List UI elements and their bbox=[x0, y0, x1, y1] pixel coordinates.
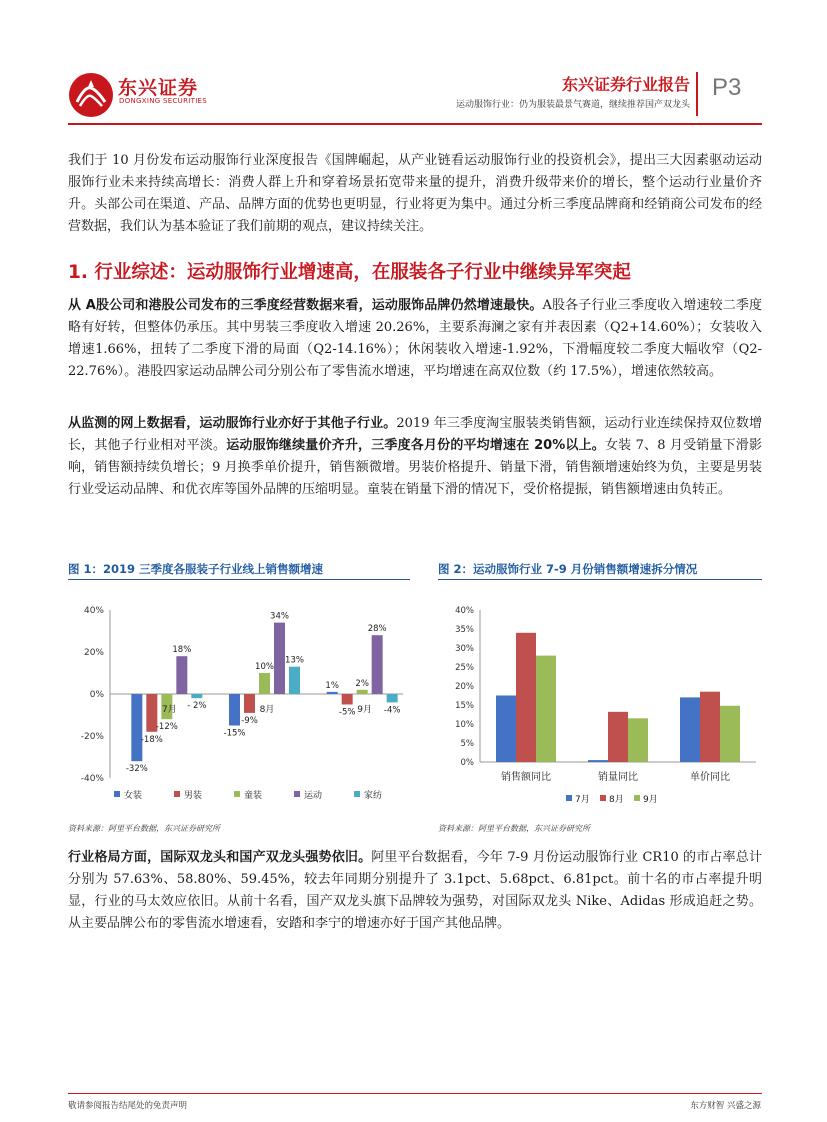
y-tick-label: 40% bbox=[83, 606, 104, 616]
bar bbox=[244, 694, 255, 713]
y-tick-label: 30% bbox=[455, 644, 474, 654]
chart-1 bbox=[68, 590, 410, 815]
legend-label: 8月 bbox=[609, 795, 624, 805]
y-tick-label: 10% bbox=[455, 720, 474, 730]
bar bbox=[680, 697, 700, 762]
category-label: 销售额同比 bbox=[501, 772, 551, 783]
y-tick-label: 35% bbox=[455, 625, 474, 635]
paragraph-2-lead: 从监测的网上数据看，运动服饰行业亦好于其他子行业。 bbox=[68, 416, 397, 431]
bar bbox=[372, 635, 383, 694]
footer-disclaimer: 敬请参阅报告结尾处的免责声明 bbox=[68, 1101, 188, 1111]
legend-label: 女装 bbox=[124, 791, 143, 801]
header-divider bbox=[696, 72, 698, 116]
footer-rule bbox=[68, 1093, 762, 1094]
category-label: 9月 bbox=[357, 705, 373, 715]
figure-1-title: 图 1：2019 三季度各服装子行业线上销售额增速 bbox=[68, 562, 324, 576]
report-subtitle: 运动服饰行业：仍为服装最景气赛道，继续推荐国产双龙头 bbox=[455, 100, 690, 110]
dongxing-logo-icon bbox=[68, 72, 114, 118]
legend-label: 运动 bbox=[304, 791, 323, 801]
bar bbox=[229, 694, 240, 726]
figure-2-source: 资料来源：阿里平台数据，东兴证券研究所 bbox=[438, 824, 590, 833]
bar bbox=[588, 760, 608, 762]
y-tick-label: 0% bbox=[460, 758, 474, 768]
header-rule bbox=[68, 123, 762, 125]
bar bbox=[289, 667, 300, 694]
logo-text-cn: 东兴证券 bbox=[118, 77, 199, 99]
y-tick-label: 5% bbox=[460, 739, 474, 749]
footer-slogan: 东方财智 兴盛之源 bbox=[690, 1101, 761, 1111]
data-label: 34% bbox=[270, 611, 289, 622]
bar bbox=[720, 706, 740, 762]
data-label: - 2% bbox=[187, 701, 207, 712]
bar bbox=[628, 718, 648, 762]
bar bbox=[496, 696, 516, 763]
y-tick-label: 15% bbox=[455, 701, 474, 711]
data-label: -18% bbox=[140, 734, 163, 745]
paragraph-1-lead: 从 A股公司和港股公司发布的三季度经营数据来看，运动服饰品牌仍然增速最快。 bbox=[68, 298, 543, 313]
figure-2-title: 图 2：运动服饰行业 7-9 月份销售额增速拆分情况 bbox=[438, 562, 698, 576]
bar bbox=[357, 690, 368, 694]
bar bbox=[387, 694, 398, 702]
y-tick-label: 20% bbox=[455, 682, 474, 692]
y-tick-label: 25% bbox=[455, 663, 474, 673]
y-tick-label: 20% bbox=[83, 648, 104, 658]
category-label: 单价同比 bbox=[690, 772, 730, 783]
data-label: -12% bbox=[155, 722, 178, 733]
legend-label: 9月 bbox=[643, 795, 658, 805]
bar bbox=[131, 694, 142, 761]
legend-label: 男装 bbox=[184, 791, 203, 801]
paragraph-1-body: A股各子行业三季度收入增速较二季度略有好转，但整体仍承压。其中男装三季度收入增速 20.26%，主要系海澜之家有并表因素（Q2+14.60%）；女装收入增速1.66%，扭转了二季度下滑的局面（Q2-14.16%）；休闲装收入增速-1.92%，下滑幅度较二季度大幅收窄（Q2-22.76%）。港股四家运动品牌公司分别公布了零售流水增速，平均增速在高双位数（约 17.5%），增速依然较高。 bbox=[68, 298, 763, 379]
section-heading: 1. 行业综述：运动服饰行业增速高，在服装各子行业中继续异军突起 bbox=[68, 262, 631, 283]
figure-1-source: 资料来源：阿里平台数据，东兴证券研究所 bbox=[68, 824, 220, 833]
bar bbox=[342, 694, 353, 705]
data-label: 18% bbox=[172, 645, 192, 656]
paragraph-3-body: 阿里平台数据看，今年 7-9 月份运动服饰行业 CR10 的市占率总计分别为 57.63%、58.80%、59.45%，较去年同期分别提升了 3.1pct、5.68pct、6.81pct。前十名的市占率提升明显，行业的马太效应依旧。从前十名看，国产双龙头旗下品牌较为强势，对国际双龙头 Nike、Adidas 形成追赶之势。从主要品牌公布的零售流水增速看，安踏和李宁的增速亦好于国产其他品牌。 bbox=[68, 850, 762, 931]
paragraph-2 bbox=[68, 413, 762, 501]
bar bbox=[608, 712, 628, 762]
chart-2 bbox=[438, 590, 762, 815]
bar bbox=[274, 623, 285, 694]
legend-label: 7月 bbox=[575, 795, 590, 805]
data-label: -5% bbox=[338, 707, 356, 718]
data-label: 28% bbox=[367, 624, 387, 635]
paragraph-1 bbox=[68, 295, 762, 383]
paragraph-2-body-a: 2019 年三季度淘宝服装类销售额，运动行业连续保持双位数增长，其他子行业相对平淡。 bbox=[68, 416, 762, 453]
category-label: 7月 bbox=[161, 705, 177, 715]
page-number: P3 bbox=[712, 74, 742, 101]
bar bbox=[516, 633, 536, 762]
legend-swatch bbox=[600, 795, 606, 801]
category-label: 销量同比 bbox=[598, 772, 638, 783]
bar bbox=[327, 692, 338, 694]
figure-2-rule bbox=[438, 579, 762, 580]
legend-swatch bbox=[234, 791, 240, 797]
category-label: 8月 bbox=[259, 705, 275, 715]
data-label: -9% bbox=[241, 715, 258, 726]
paragraph-2-highlight: 运动服饰继续量价齐升，三季度各月份的平均增速在 20%以上。 bbox=[226, 438, 605, 453]
bar bbox=[700, 692, 720, 762]
logo-text-en: DONGXING SECURITIES bbox=[119, 97, 208, 105]
data-label: -4% bbox=[383, 705, 401, 716]
legend-swatch bbox=[634, 795, 640, 801]
paragraph-2-body-b: 女装 7、8 月受销量下滑影响，销售额持续负增长；9 月换季单价提升，销售额微增。男装价格提升、销量下滑，销售额增速始终为负，主要是男装行业受运动品牌、和优衣库等国外品牌的压缩明显。童装在销量下滑的情况下，受价格提振，销售额增速由负转正。 bbox=[68, 438, 762, 497]
data-label: 10% bbox=[255, 662, 274, 672]
legend-swatch bbox=[294, 791, 300, 797]
bar bbox=[176, 656, 187, 694]
bar bbox=[191, 694, 202, 698]
y-tick-label: -40% bbox=[80, 774, 104, 784]
data-label: 1% bbox=[325, 680, 339, 691]
legend-label: 家纺 bbox=[364, 791, 383, 801]
y-tick-label: 40% bbox=[455, 606, 474, 616]
data-label: 2% bbox=[355, 678, 369, 689]
data-label: -15% bbox=[223, 728, 246, 739]
legend-swatch bbox=[114, 791, 120, 797]
bar bbox=[536, 656, 556, 762]
legend-swatch bbox=[566, 795, 572, 801]
report-title: 东兴证券行业报告 bbox=[561, 75, 690, 94]
y-tick-label: 0% bbox=[89, 690, 104, 700]
legend-swatch bbox=[354, 791, 360, 797]
legend-label: 童装 bbox=[244, 791, 263, 801]
bar bbox=[259, 673, 270, 694]
paragraph-3-lead: 行业格局方面，国际双龙头和国产双龙头强势依旧。 bbox=[68, 850, 372, 865]
legend-swatch bbox=[174, 791, 180, 797]
y-tick-label: -20% bbox=[80, 732, 104, 742]
data-label: 13% bbox=[285, 655, 304, 666]
figure-1-rule bbox=[68, 579, 410, 580]
intro-paragraph: 我们于 10 月份发布运动服饰行业深度报告《国牌崛起，从产业链看运动服饰行业的投资机会》，提出三大因素驱动运动服饰行业未来持续高增长：消费人群上升和穿着场景拓宽带来量的提升，消费升级带来价的增长，整个运动行业量价齐升。头部公司在渠道、产品、品牌方面的优势也更明显，行业将更为集中。通过分析三季度品牌商和经销商公司发布的经营数据，我们认为基本验证了我们前期的观点，建议持续关注。 bbox=[68, 153, 762, 234]
data-label: -32% bbox=[125, 764, 148, 775]
paragraph-3 bbox=[68, 847, 762, 935]
